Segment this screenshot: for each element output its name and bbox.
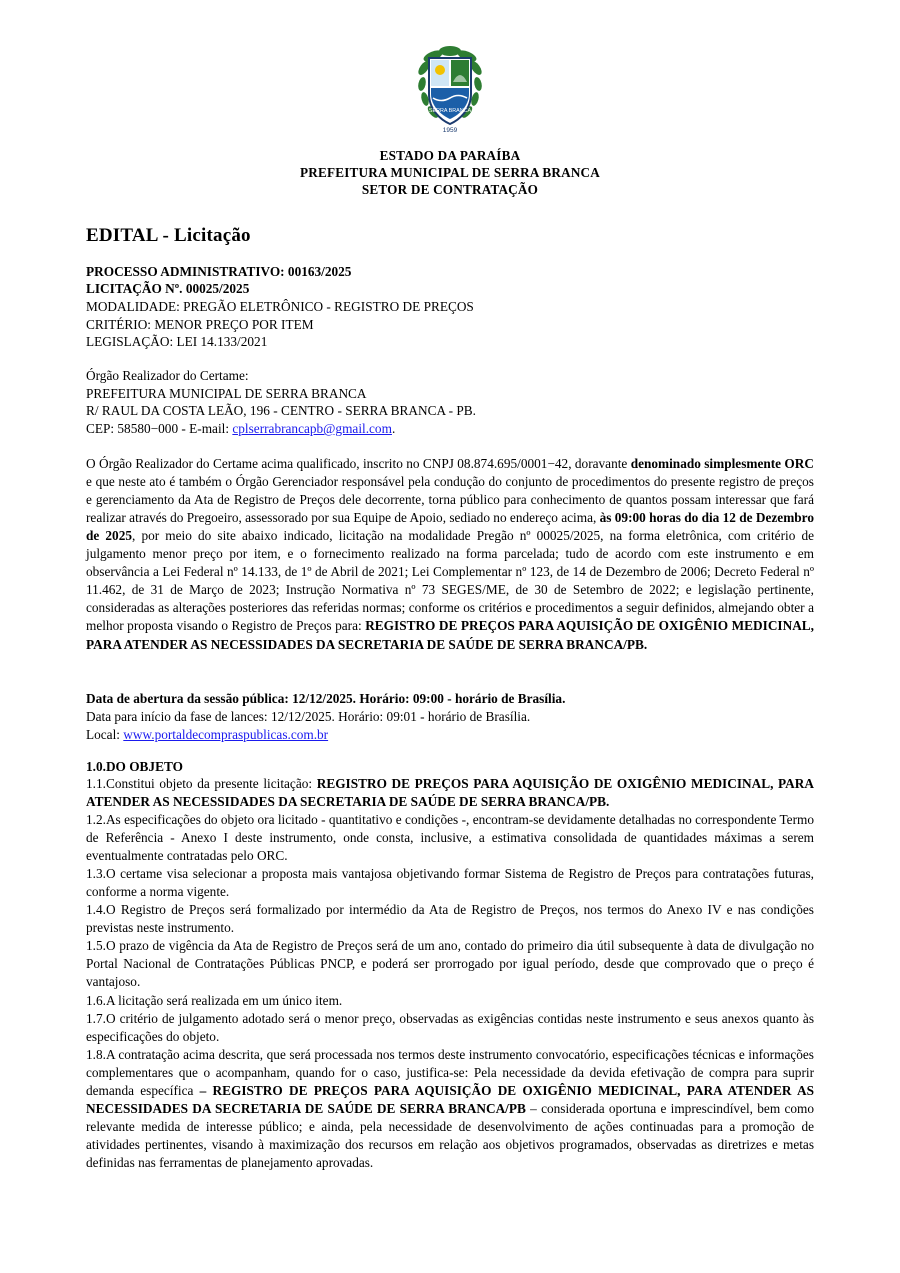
preamble-session-datetime-bold: às 09:00 horas do dia 12 de Dezembro de 2025: [86, 509, 814, 544]
crest-year-text: 1959: [442, 127, 458, 134]
preamble-paragraph: [86, 455, 814, 654]
organizer-contact: [86, 420, 814, 438]
preamble-part-1: O Órgão Realizador do Certame acima qualificado, inscrito no CNPJ 08.874.695/0001−42, doravante: [86, 455, 631, 471]
clause-1-1-object-bold: REGISTRO DE PREÇOS PARA AQUISIÇÃO DE OXIGÊNIO MEDICINAL, PARA ATENDER AS NECESSIDADES DA SECRETARIA DE SAÚDE DE SERRA BRANCA/PB.: [86, 775, 814, 809]
meta-licitacao: LICITAÇÃO Nº. 00025/2025: [86, 281, 250, 297]
preamble-part-3: , por meio do site abaixo indicado, licitação na modalidade Pregão nº 00025/2025, na forma eletrônica, com critério de julgamento menor preço por item, e o fornecimento realizado na forma parcelada; tudo de acordo com este instrumento e em observância a Lei Federal nº 14.133, de 1º de Abril de 2021; Lei Complementar nº 123, de 14 de Dezembro de 2006; Decreto Federal nº 11.462, de 31 de Março de 2023; Instrução Normativa nº 73 SEGES/ME, de 30 de Setembro de 2022; e legislação pertinente, consideradas as alterações posteriores das referidas normas; conforme os critérios e procedimentos a seguir definidos, almejando obter a melhor proposta visando o Registro de Preços para:: [86, 528, 815, 634]
organizer-label: Órgão Realizador do Certame:: [86, 368, 249, 384]
clause-1-4: 1.4.O Registro de Preços será formalizado por intermédio da Ata de Registro de Preços, nos termos do Anexo IV e nas condições previstas neste instrumento.: [86, 902, 814, 936]
organizer-address: R/ RAUL DA COSTA LEÃO, 196 - CENTRO - SERRA BRANCA - PB.: [86, 403, 477, 419]
portal-link[interactable]: www.portaldecompraspublicas.com.br: [123, 727, 329, 743]
meta-legislacao: LEGISLAÇÃO: LEI 14.133/2021: [86, 334, 268, 350]
coat-of-arms-icon: [415, 42, 485, 137]
organizer-block: [86, 367, 814, 438]
institution-header: [86, 148, 814, 199]
clause-1-8-lead: 1.8.A contratação acima descrita, que será processada nos termos deste instrumento convocatório, especificações técnicas e informações complementares que o acompanham, quando for o caso, justifica-se: Pela necessidade da devida efetivação de compra para suprir demanda específica: [86, 1046, 814, 1098]
preamble-orc-bold: denominado simplesmente ORC: [630, 455, 814, 471]
header-line-sector: SETOR DE CONTRATAÇÃO: [361, 181, 539, 197]
preamble-part-2: e que neste ato é também o Órgão Gerenciador responsável pela condução do conjunto de procedimentos do presente registro de preços e gerenciamento da Ata de Registro de Preços dele decorrente, torna público para conhecimento de quantos possam interessar que fará realizar através do Pregoeiro, assessorado por sua Equipe de Apoio, sediado no endereço acima,: [86, 473, 814, 525]
header-line-state: ESTADO DA PARAÍBA: [379, 148, 521, 163]
session-local: [86, 726, 814, 744]
session-opening-date: Data de abertura da sessão pública: 12/12/2025. Horário: 09:00 - horário de Brasília.: [86, 690, 566, 706]
clause-1-7: 1.7.O critério de julgamento adotado será o menor preço, observadas as exigências contidas neste instrumento e seus anexos quanto às especificações do objeto.: [86, 1010, 814, 1044]
clause-1-5: 1.5.O prazo de vigência da Ata de Registro de Preços será de um ano, contado do primeiro dia útil subsequente à data de divulgação no Portal Nacional de Contratações Públicas PNCP, e poderá ser prorrogado por igual período, desde que comprovado que o preço é vantajoso.: [86, 938, 814, 990]
preamble-object-bold: REGISTRO DE PREÇOS PARA AQUISIÇÃO DE OXIGÊNIO MEDICINAL, PARA ATENDER AS NECESSIDADES DA SECRETARIA DE SAÚDE DE SERRA BRANCA/PB.: [86, 618, 814, 652]
meta-processo: PROCESSO ADMINISTRATIVO: 00163/2025: [86, 263, 352, 279]
organizer-email-link[interactable]: cplserrabrancapb@gmail.com: [232, 421, 392, 437]
clause-1-1-lead: 1.1.Constitui objeto da presente licitação:: [86, 775, 317, 791]
page-title: EDITAL - Licitação: [86, 224, 251, 246]
clause-1-8-object-bold: – REGISTRO DE PREÇOS PARA AQUISIÇÃO DE OXIGÊNIO MEDICINAL, PARA ATENDER AS NECESSIDADES DA SECRETARIA DE SAÚDE DE SERRA BRANCA/PB: [86, 1082, 814, 1117]
clause-1-6: 1.6.A licitação será realizada em um único item.: [86, 992, 343, 1008]
session-bids-date: Data para início da fase de lances: 12/12/2025. Horário: 09:01 - horário de Brasília.: [86, 708, 531, 724]
meta-modalidade: MODALIDADE: PREGÃO ELETRÔNICO - REGISTRO DE PREÇOS: [86, 299, 474, 315]
clause-1-1: [86, 775, 814, 811]
session-local-label: Local:: [86, 727, 124, 743]
header-line-city: PREFEITURA MUNICIPAL DE SERRA BRANCA: [299, 164, 601, 180]
clause-1-3: 1.3.O certame visa selecionar a proposta mais vantajosa objetivando formar Sistema de Registro de Preços para contratações futuras, conforme a norma vigente.: [86, 866, 814, 900]
organizer-name: PREFEITURA MUNICIPAL DE SERRA BRANCA: [86, 385, 367, 401]
section-1-title: 1.0.DO OBJETO: [86, 758, 183, 774]
organizer-cep-label: CEP: 58580−000 - E-mail:: [86, 421, 233, 437]
meta-criterio: CRITÉRIO: MENOR PREÇO POR ITEM: [86, 316, 314, 332]
coat-of-arms-container: [86, 42, 814, 142]
crest-motto-text: SERRA BRANCA: [428, 108, 472, 114]
clause-1-8: [86, 1046, 814, 1173]
process-metadata: [86, 263, 814, 351]
session-dates-block: [86, 690, 814, 745]
organizer-contact-suffix: .: [391, 421, 396, 437]
clause-1-2: 1.2.As especificações do objeto ora licitado - quantitativo e condições -, encontram-se devidamente detalhadas no correspondente Termo de Referência - Anexo I deste instrumento, onde consta, inclusive, a estimativa consolidada de quantidades máximas a serem eventualmente contratadas pelo ORC.: [86, 811, 814, 863]
clause-1-8-tail: – considerada oportuna e imprescindível, bem como relevante medida de interesse público; e ainda, pela necessidade de desenvolvimento de ações continuadas para a promoção de atividades pertinentes, visando à maximização dos recursos em relação aos objetivos programados, observadas as diretrizes e metas definidas nas ferramentas de planejamento aprovadas.: [86, 1101, 814, 1171]
